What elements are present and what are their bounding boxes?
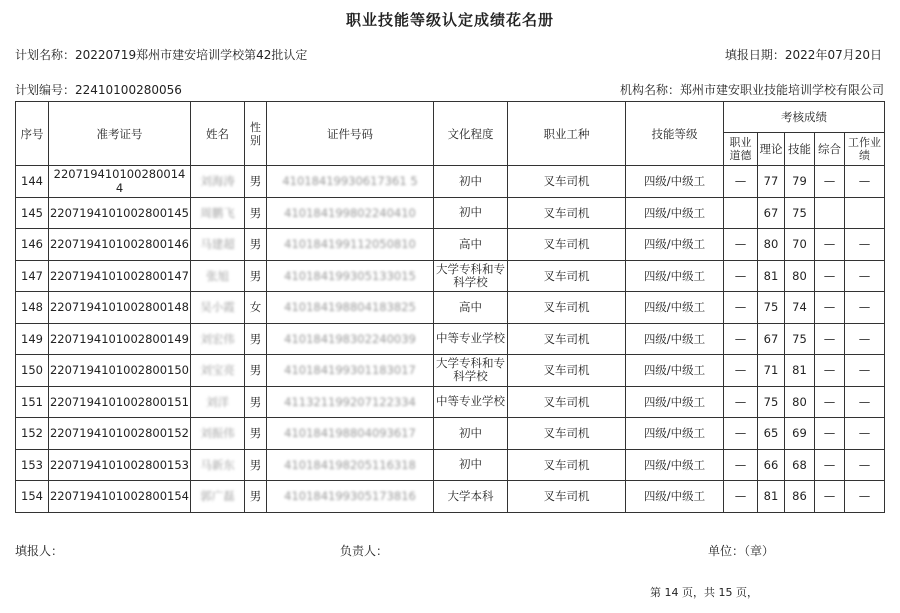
cell-id-number: 410184198804093617 xyxy=(267,418,434,450)
cell-exam-number: 2207194101002800149 xyxy=(49,323,191,355)
cell-ethics: — xyxy=(724,166,758,198)
cell-gender: 男 xyxy=(245,197,267,229)
cell-theory: 66 xyxy=(758,449,785,481)
cell-work-performance: — xyxy=(845,292,885,324)
cell-comprehensive: — xyxy=(815,323,845,355)
cell-education: 中等专业学校 xyxy=(434,323,508,355)
cell-comprehensive: — xyxy=(815,355,845,387)
cell-work-performance: — xyxy=(845,260,885,292)
cell-gender: 男 xyxy=(245,481,267,513)
cell-work-performance: — xyxy=(845,418,885,450)
table-row xyxy=(16,323,885,355)
cell-name: 马建超 xyxy=(191,229,245,261)
cell-gender: 男 xyxy=(245,229,267,261)
cell-skill: 80 xyxy=(785,260,815,292)
header-id-number: 证件号码 xyxy=(267,102,434,166)
cell-skill: 81 xyxy=(785,355,815,387)
cell-comprehensive: — xyxy=(815,481,845,513)
cell-theory: 67 xyxy=(758,323,785,355)
cell-id-number: 410184199305133015 xyxy=(267,260,434,292)
cell-skill-level: 四级/中级工 xyxy=(626,355,724,387)
cell-seq: 151 xyxy=(16,386,49,418)
cell-id-number: 41018419930617361 5 xyxy=(267,166,434,198)
cell-skill: 69 xyxy=(785,418,815,450)
header-theory: 理论 xyxy=(758,133,785,166)
header-gender: 性别 xyxy=(245,102,267,166)
table-row xyxy=(16,229,885,261)
cell-skill: 79 xyxy=(785,166,815,198)
cell-comprehensive: — xyxy=(815,229,845,261)
cell-skill: 80 xyxy=(785,386,815,418)
cell-skill: 86 xyxy=(785,481,815,513)
cell-work-performance: — xyxy=(845,449,885,481)
cell-skill-level: 四级/中级工 xyxy=(626,449,724,481)
responsible-label: 负责人： xyxy=(340,544,389,558)
cell-seq: 154 xyxy=(16,481,49,513)
organization-name: 机构名称：郑州市建安职业技能培训学校有限公司 xyxy=(619,83,884,97)
fill-date: 填报日期：2022年07月20日 xyxy=(724,48,882,62)
cell-id-number: 410184198804183825 xyxy=(267,292,434,324)
plan-name: 计划名称：20220719郑州市建安培训学校第42批认定 xyxy=(15,48,308,62)
cell-theory: 75 xyxy=(758,292,785,324)
cell-skill: 74 xyxy=(785,292,815,324)
cell-exam-number: 2207194101002800147 xyxy=(49,260,191,292)
cell-gender: 女 xyxy=(245,292,267,324)
cell-education: 初中 xyxy=(434,197,508,229)
cell-work-performance: — xyxy=(845,229,885,261)
plan-number: 计划编号：22410100280056 xyxy=(15,83,182,97)
cell-occupation: 叉车司机 xyxy=(508,449,626,481)
cell-ethics: — xyxy=(724,323,758,355)
cell-theory: 77 xyxy=(758,166,785,198)
cell-skill: 68 xyxy=(785,449,815,481)
cell-gender: 男 xyxy=(245,386,267,418)
cell-exam-number: 2207194101002800148 xyxy=(49,292,191,324)
header-seq: 序号 xyxy=(16,102,49,166)
cell-id-number: 410184199802240410 xyxy=(267,197,434,229)
cell-skill: 70 xyxy=(785,229,815,261)
cell-occupation: 叉车司机 xyxy=(508,292,626,324)
cell-seq: 148 xyxy=(16,292,49,324)
cell-work-performance: — xyxy=(845,323,885,355)
cell-name: 周鹏飞 xyxy=(191,197,245,229)
cell-seq: 149 xyxy=(16,323,49,355)
cell-ethics: — xyxy=(724,386,758,418)
cell-skill-level: 四级/中级工 xyxy=(626,418,724,450)
header-assessment-scores: 考核成绩 xyxy=(724,102,885,133)
cell-exam-number: 2207194101002800146 xyxy=(49,229,191,261)
cell-seq: 147 xyxy=(16,260,49,292)
cell-skill-level: 四级/中级工 xyxy=(626,292,724,324)
cell-seq: 144 xyxy=(16,166,49,198)
cell-seq: 152 xyxy=(16,418,49,450)
cell-skill-level: 四级/中级工 xyxy=(626,481,724,513)
cell-exam-number: 2207194101002800152 xyxy=(49,418,191,450)
header-education: 文化程度 xyxy=(434,102,508,166)
cell-ethics: — xyxy=(724,449,758,481)
cell-theory: 67 xyxy=(758,197,785,229)
document-title: 职业技能等级认定成绩花名册 xyxy=(345,11,554,29)
table-row xyxy=(16,449,885,481)
cell-education: 中等专业学校 xyxy=(434,386,508,418)
cell-work-performance: — xyxy=(845,166,885,198)
cell-education: 高中 xyxy=(434,292,508,324)
cell-gender: 男 xyxy=(245,323,267,355)
cell-ethics: — xyxy=(724,418,758,450)
cell-name: 张旭 xyxy=(191,260,245,292)
cell-skill-level: 四级/中级工 xyxy=(626,386,724,418)
cell-id-number: 410184198302240039 xyxy=(267,323,434,355)
header-skill-level: 技能等级 xyxy=(626,102,724,166)
cell-comprehensive: — xyxy=(815,260,845,292)
cell-exam-number: 2207194101002800145 xyxy=(49,197,191,229)
cell-gender: 男 xyxy=(245,355,267,387)
cell-skill-level: 四级/中级工 xyxy=(626,229,724,261)
cell-skill-level: 四级/中级工 xyxy=(626,197,724,229)
cell-comprehensive: — xyxy=(815,386,845,418)
cell-ethics: — xyxy=(724,355,758,387)
cell-exam-number: 2207194101002800150 xyxy=(49,355,191,387)
cell-occupation: 叉车司机 xyxy=(508,323,626,355)
table-row xyxy=(16,418,885,450)
header-comprehensive: 综合 xyxy=(815,133,845,166)
cell-work-performance: — xyxy=(845,386,885,418)
table-row xyxy=(16,197,885,229)
table-row xyxy=(16,260,885,292)
cell-name: 马新东 xyxy=(191,449,245,481)
table-row xyxy=(16,292,885,324)
cell-theory: 75 xyxy=(758,386,785,418)
cell-seq: 150 xyxy=(16,355,49,387)
unit-seal-label: 单位：（章） xyxy=(708,544,775,558)
header-occupation: 职业工种 xyxy=(508,102,626,166)
cell-gender: 男 xyxy=(245,260,267,292)
cell-theory: 81 xyxy=(758,260,785,292)
cell-gender: 男 xyxy=(245,449,267,481)
table-row xyxy=(16,481,885,513)
cell-skill: 75 xyxy=(785,197,815,229)
header-exam-number: 准考证号 xyxy=(49,102,191,166)
cell-id-number: 410184199112050810 xyxy=(267,229,434,261)
cell-name: 刘宝亮 xyxy=(191,355,245,387)
cell-occupation: 叉车司机 xyxy=(508,386,626,418)
cell-occupation: 叉车司机 xyxy=(508,418,626,450)
cell-education: 大学本科 xyxy=(434,481,508,513)
cell-occupation: 叉车司机 xyxy=(508,260,626,292)
cell-exam-number: 2207194101002800154 xyxy=(49,481,191,513)
cell-theory: 80 xyxy=(758,229,785,261)
cell-occupation: 叉车司机 xyxy=(508,481,626,513)
cell-id-number: 410184199305173816 xyxy=(267,481,434,513)
cell-name: 刘宏伟 xyxy=(191,323,245,355)
cell-theory: 71 xyxy=(758,355,785,387)
cell-skill-level: 四级/中级工 xyxy=(626,260,724,292)
cell-seq: 146 xyxy=(16,229,49,261)
header-ethics: 职业道德 xyxy=(724,133,758,166)
table-row xyxy=(16,166,885,198)
cell-exam-number: 2207194101002800151 xyxy=(49,386,191,418)
cell-gender: 男 xyxy=(245,166,267,198)
cell-ethics: — xyxy=(724,292,758,324)
cell-occupation: 叉车司机 xyxy=(508,355,626,387)
cell-education: 大学专科和专科学校 xyxy=(434,355,508,387)
cell-occupation: 叉车司机 xyxy=(508,197,626,229)
cell-work-performance: — xyxy=(845,481,885,513)
cell-name: 刘洋 xyxy=(191,386,245,418)
cell-ethics xyxy=(724,197,758,229)
cell-ethics: — xyxy=(724,481,758,513)
cell-exam-number: 2207194101002800153 xyxy=(49,449,191,481)
table-row xyxy=(16,386,885,418)
page-number: 第 14 页，共 15 页， xyxy=(650,586,758,599)
cell-skill: 75 xyxy=(785,323,815,355)
cell-name: 刘海涛 xyxy=(191,166,245,198)
cell-education: 初中 xyxy=(434,166,508,198)
cell-education: 高中 xyxy=(434,229,508,261)
cell-work-performance: — xyxy=(845,355,885,387)
cell-seq: 153 xyxy=(16,449,49,481)
score-roster-table xyxy=(15,101,885,513)
cell-education: 大学专科和专科学校 xyxy=(434,260,508,292)
cell-ethics: — xyxy=(724,229,758,261)
cell-skill-level: 四级/中级工 xyxy=(626,166,724,198)
header-skill: 技能 xyxy=(785,133,815,166)
filler-label: 填报人： xyxy=(15,544,64,558)
header-name: 姓名 xyxy=(191,102,245,166)
header-work-performance: 工作业绩 xyxy=(845,133,885,166)
cell-occupation: 叉车司机 xyxy=(508,166,626,198)
cell-seq: 145 xyxy=(16,197,49,229)
cell-comprehensive: — xyxy=(815,449,845,481)
cell-name: 吴小霞 xyxy=(191,292,245,324)
cell-occupation: 叉车司机 xyxy=(508,229,626,261)
cell-education: 初中 xyxy=(434,449,508,481)
cell-id-number: 410184199301183017 xyxy=(267,355,434,387)
cell-comprehensive: — xyxy=(815,418,845,450)
cell-skill-level: 四级/中级工 xyxy=(626,323,724,355)
cell-work-performance xyxy=(845,197,885,229)
cell-comprehensive: — xyxy=(815,166,845,198)
cell-name: 刘振伟 xyxy=(191,418,245,450)
cell-id-number: 411321199207122334 xyxy=(267,386,434,418)
cell-theory: 65 xyxy=(758,418,785,450)
cell-comprehensive: — xyxy=(815,292,845,324)
cell-comprehensive xyxy=(815,197,845,229)
cell-theory: 81 xyxy=(758,481,785,513)
cell-name: 郭广磊 xyxy=(191,481,245,513)
cell-id-number: 410184198205116318 xyxy=(267,449,434,481)
cell-ethics: — xyxy=(724,260,758,292)
cell-gender: 男 xyxy=(245,418,267,450)
table-row xyxy=(16,355,885,387)
cell-education: 初中 xyxy=(434,418,508,450)
cell-exam-number: 220719410100280014 4 xyxy=(49,166,191,198)
